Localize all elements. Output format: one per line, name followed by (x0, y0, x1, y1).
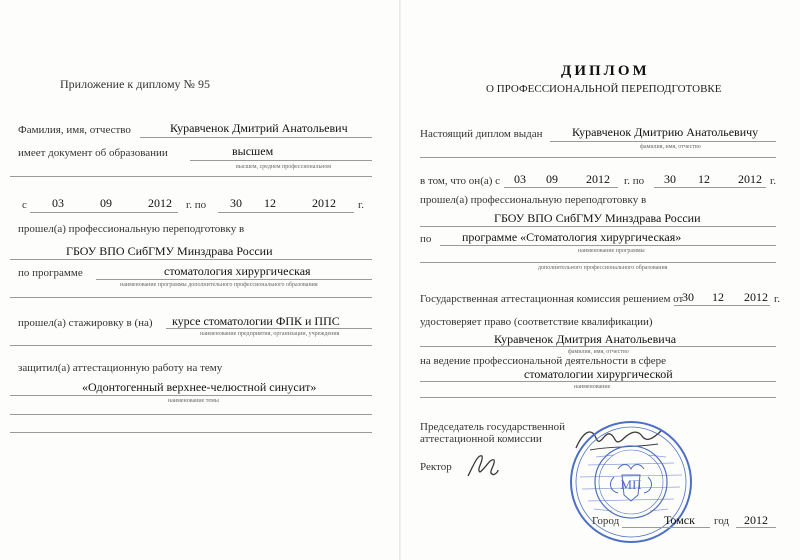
period-year-suffix: г. (770, 175, 777, 187)
period-to-day: 30 (230, 196, 242, 210)
edu-caption: высшем, среднем профессиональном (236, 164, 332, 170)
period-from-month: 09 (100, 196, 112, 210)
diploma-title: ДИПЛОМ (561, 63, 650, 79)
certifies-underline (420, 346, 776, 347)
retrain-label: прошел(а) профессиональную переподготовку в (420, 194, 647, 206)
program-caption: наименование программы (578, 248, 645, 254)
program-prefix: по (420, 233, 432, 245)
program-underline (440, 245, 776, 246)
period-to-label: г. по (624, 175, 645, 187)
commission-suffix: г. (774, 293, 781, 305)
city-underline (622, 527, 710, 528)
fio-underline (140, 137, 372, 138)
page-fold (399, 0, 401, 560)
internship-underline (166, 328, 372, 329)
commission-label: Государственная аттестационная комиссия решением от (420, 293, 684, 305)
period-from-underline (504, 187, 618, 188)
thesis-caption: наименование темы (168, 398, 219, 404)
sphere-value: стоматологии хирургической (524, 367, 673, 381)
certifies-caption: фамилия, имя, отчество (568, 349, 629, 355)
period-that-label: в том, что он(а) с (420, 175, 501, 187)
sphere-underline (420, 381, 776, 382)
commission-month: 12 (712, 290, 724, 304)
certifies-value: Куравченок Дмитрия Анатольевича (494, 332, 677, 346)
program-value: программе «Стоматология хирургическая» (462, 230, 682, 244)
conduct-label: на ведение профессиональной деятельности в сфере (420, 355, 667, 367)
period-to-month: 12 (698, 172, 710, 186)
blank-line (420, 157, 776, 158)
city-label: Город (592, 515, 620, 527)
blank-line (420, 397, 776, 398)
appendix-heading: Приложение к диплому № 95 (60, 77, 210, 91)
internship-label: прошел(а) стажировку в (на) (18, 317, 153, 329)
edu-underline (190, 160, 372, 161)
period-from-day: 03 (52, 196, 64, 210)
period-year-suffix: г. (358, 199, 365, 211)
sphere-caption: наименование (574, 384, 611, 390)
period-to-year: 2012 (312, 196, 336, 210)
program-label: по программе (18, 267, 83, 279)
city-value: Томск (664, 513, 695, 527)
thesis-label: защитил(а) аттестационную работу на тему (18, 362, 223, 374)
chair-label-line1: Председатель государственной (420, 421, 566, 433)
period-to-underline (218, 212, 354, 213)
retrain-org: ГБОУ ВПО СибГМУ Минздрава России (494, 211, 701, 225)
fio-value: Куравченок Дмитрий Анатольевич (170, 121, 348, 135)
period-from-day: 03 (514, 172, 526, 186)
blank-line (10, 432, 372, 433)
blank-line (420, 262, 776, 263)
certifies-label: удостоверяет право (соответствие квалификации) (420, 316, 653, 328)
thesis-value: «Одонтогенный верхнее-челюстной синусит» (82, 380, 317, 394)
period-to-day: 30 (664, 172, 676, 186)
rector-label: Ректор (420, 461, 452, 473)
internship-value: курсе стоматологии ФПК и ППС (172, 314, 340, 328)
fio-label: Фамилия, имя, отчество (18, 124, 131, 136)
retrain-label: прошел(а) профессиональную переподготовку в (18, 223, 245, 235)
commission-underline (674, 305, 770, 306)
edu-label: имеет документ об образовании (18, 147, 168, 159)
diploma-subtitle: О ПРОФЕССИОНАЛЬНОЙ ПЕРЕПОДГОТОВКЕ (486, 83, 722, 95)
period-from-year: 2012 (148, 196, 172, 210)
period-from-underline (30, 212, 178, 213)
edu-value: высшем (232, 144, 274, 158)
program-caption: наименование программы дополнительного профессионального образования (120, 282, 318, 288)
blank-line (10, 345, 372, 346)
stamp-mark: МП (620, 477, 642, 492)
retrain-org: ГБОУ ВПО СибГМУ Минздрава России (66, 244, 273, 258)
commission-day: 30 (682, 290, 694, 304)
period-from-month: 09 (546, 172, 558, 186)
year-value: 2012 (744, 513, 768, 527)
retrain-underline (420, 226, 776, 227)
period-to-label: г. по (186, 199, 207, 211)
issued-underline (550, 141, 776, 142)
commission-year: 2012 (744, 290, 768, 304)
program-value: стоматология хирургическая (164, 264, 311, 278)
period-to-underline (654, 187, 766, 188)
retrain-underline (10, 259, 372, 260)
issued-value: Куравченок Дмитрию Анатольевичу (572, 125, 759, 139)
period-from-year: 2012 (586, 172, 610, 186)
year-label: год (714, 515, 730, 527)
blank-line (10, 176, 372, 177)
internship-caption: наименование предприятия, организации, учреждения (200, 331, 340, 337)
period-to-month: 12 (264, 196, 276, 210)
program-caption-2: дополнительного профессионального образования (538, 265, 668, 271)
rector-signature (464, 450, 500, 480)
program-underline (96, 279, 372, 280)
blank-line (10, 414, 372, 415)
blank-line (10, 297, 372, 298)
year-underline (736, 527, 776, 528)
thesis-underline (10, 395, 372, 396)
issued-label: Настоящий диплом выдан (420, 128, 543, 140)
period-to-year: 2012 (738, 172, 762, 186)
issued-caption: фамилия, имя, отчество (640, 144, 701, 150)
period-from-label: с (22, 199, 27, 211)
chair-label-line2: аттестационной комиссии (420, 433, 542, 445)
